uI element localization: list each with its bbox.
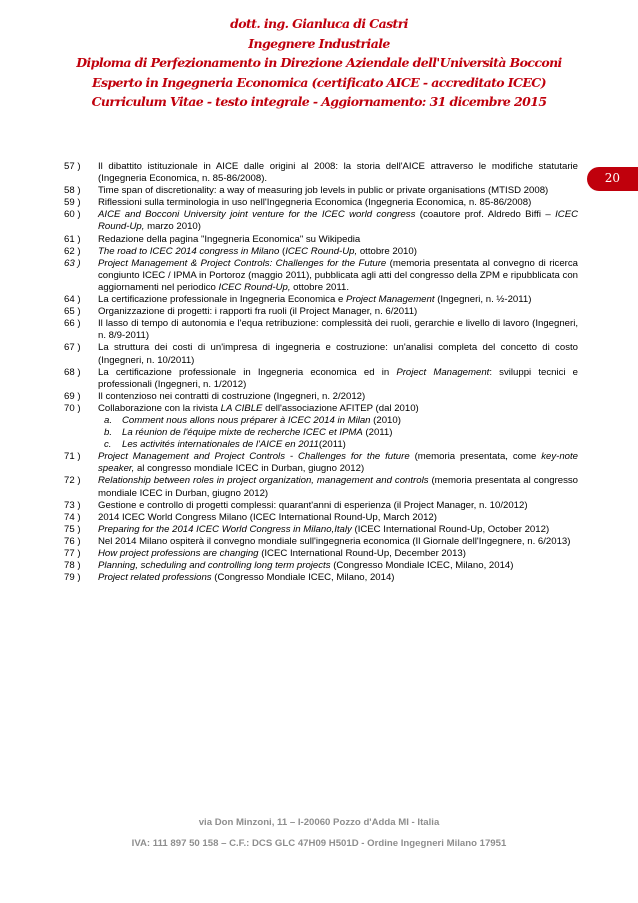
text-segment: (Congresso Mondiale ICEC, Milano, 2014) [330, 560, 514, 572]
italic-text: ICEC Round-Up, [218, 281, 291, 293]
sub-item-text [122, 439, 578, 451]
page-number-badge [587, 167, 638, 191]
publication-item [64, 185, 578, 197]
item-number: 68 ) [64, 366, 81, 378]
item-number: 73 ) [64, 499, 81, 511]
text-segment: La certificazione professionale in Ingegneria economica ed in [98, 366, 397, 378]
item-number: 59 ) [64, 197, 81, 209]
italic-text: Project Management & Project Controls: Challenges for the Future [98, 257, 387, 269]
item-number: 66 ) [64, 318, 81, 330]
publication-item [64, 306, 578, 318]
publication-list [64, 161, 578, 584]
text-segment: La struttura dei costi di un'impresa di ingegneria e costruzione: un'analisi completa del concetto di costo (Ingegneri, n. 10/2011) [98, 342, 578, 366]
text-segment: Riflessioni sulla terminologia in uso nell'Ingegneria Economica (Ingegneria Economica, n. 85-86/2008) [98, 197, 532, 209]
item-text [98, 161, 578, 185]
publication-item [64, 512, 578, 524]
item-number: 63 ) [64, 257, 81, 269]
author-diploma: Diploma di Perfezionamento in Direzione Aziendale dell'Università Bocconi [76, 55, 562, 70]
item-text [98, 294, 578, 306]
publication-item [64, 161, 578, 185]
publication-item [64, 391, 578, 403]
author-name: dott. ing. Gianluca di Castri [230, 16, 408, 31]
text-segment: dell'associazione AFITEP (dal 2010) [262, 402, 419, 414]
text-segment: Collaborazione con la rivista [98, 402, 221, 414]
publication-item [64, 197, 578, 209]
item-number: 78 ) [64, 560, 81, 572]
text-segment: (ICEC International Round-Up, October 2012) [351, 523, 550, 535]
item-number: 61 ) [64, 233, 81, 245]
footer [0, 812, 638, 854]
italic-text: Comment nous allons nous préparer à ICEC 2014 in Milan [122, 414, 371, 426]
item-number: 65 ) [64, 306, 81, 318]
text-segment: (memoria presentata al congresso mondiale ICEC in Durban, giugno 2012) [98, 475, 578, 499]
publication-item [64, 318, 578, 342]
italic-text: Project Management [346, 294, 435, 306]
text-segment: ottobre 2011. [290, 281, 350, 293]
text-segment: marzo 2010) [144, 221, 201, 233]
author-title: Ingegnere Industriale [248, 35, 390, 51]
item-number: 69 ) [64, 390, 81, 402]
item-text [98, 512, 578, 524]
text-segment: ottobre 2010) [357, 245, 417, 257]
item-number: 70 ) [64, 402, 81, 414]
text-segment: al congresso mondiale ICEC in Durban, giugno 2012) [134, 463, 365, 475]
publication-item [64, 209, 578, 233]
text-segment: La certificazione professionale in Ingegneria Economica e [98, 294, 346, 306]
text-segment: Time span of discretionality: a way of measuring job levels in public or private organisations (MTISD 2008) [98, 185, 549, 197]
item-text [98, 246, 578, 258]
item-text [98, 342, 578, 366]
italic-text: How project professions are changing [98, 548, 259, 559]
publication-item [64, 234, 578, 246]
italic-text: ICEC Round-Up, [98, 209, 579, 233]
text-segment: (memoria presentata, come [409, 451, 542, 463]
text-segment: (Congresso Mondiale ICEC, Milano, 2014) [211, 572, 395, 584]
italic-text: The road to ICEC 2014 congress in Milano [98, 245, 280, 257]
item-number: 58 ) [64, 185, 81, 197]
text-segment: (Ingegneri, n. ½-2011) [434, 294, 532, 306]
publication-item [64, 403, 578, 415]
text-segment: Il dibattito istituzionale in AICE dalle origini al 2008: la storia dell'AICE attraverso le modifiche statutarie (Ingegneria Economica, n. 85-86/2008). [98, 161, 578, 185]
item-number: 71 ) [64, 451, 81, 463]
text-segment: : sviluppi tecnici e professionali (Ingegneri, n. 1/2012) [98, 366, 579, 390]
text-segment: ( [279, 245, 286, 257]
italic-text: AICE and Bocconi University joint venture for the ICEC world congress [98, 209, 416, 221]
item-number: 60 ) [64, 209, 81, 221]
text-segment: Il lasso di tempo di autonomia e l'equa retribuzione: complessità dei ruoli, gerarchie e livello di lavoro (Ingegneri, n. 8/9-2011) [98, 318, 578, 342]
item-number: 77 ) [64, 548, 81, 559]
italic-text: Relationship between roles in project organization, management and controls [98, 475, 429, 487]
item-text [98, 524, 578, 536]
publication-item [64, 572, 578, 584]
publication-item [64, 560, 578, 572]
item-text [98, 234, 578, 246]
italic-text: Preparing for the 2014 ICEC World Congress in Milano,Italy [98, 523, 352, 535]
item-text [98, 500, 578, 512]
italic-text: Project Management and Project Controls - Challenges for the future [98, 451, 410, 463]
item-text [98, 548, 578, 560]
text-segment: (2010) [370, 414, 401, 426]
item-number: 79 ) [64, 572, 81, 584]
sub-item [64, 439, 578, 451]
item-number: 72 ) [64, 475, 81, 487]
publication-item [64, 451, 578, 475]
item-text [98, 185, 578, 197]
publication-item [64, 258, 578, 294]
item-number: 57 ) [64, 161, 81, 172]
footer-ids: IVA: 111 897 50 158 – C.F.: DCS GLC 47H09 H501D - Ordine Ingegneri Milano 17951 [131, 838, 507, 849]
text-segment: (ICEC International Round-Up, December 2013) [258, 548, 466, 559]
item-number: 64 ) [64, 294, 81, 306]
item-text [98, 258, 578, 294]
text-segment: Il contenzioso nei contratti di costruzione (Ingegneri, n. 2/2012) [98, 390, 366, 402]
publication-item [64, 475, 578, 499]
italic-text: key-note speaker, [98, 451, 578, 475]
item-text [98, 451, 578, 475]
text-segment: Redazione della pagina "Ingegneria Economica" su Wikipedia [98, 233, 361, 245]
sub-item-text [122, 427, 578, 439]
sub-item-text [122, 415, 578, 427]
footer-address: via Don Minzoni, 11 – I-20060 Pozzo d'Adda MI - Italia [198, 817, 440, 828]
publication-item [64, 246, 578, 258]
text-segment: Gestione e controllo di progetti complessi: quarant'anni di esperienza (il Project Manager, n. 10/2012) [98, 499, 528, 511]
item-text [98, 536, 578, 548]
cv-subtitle: Curriculum Vitae - testo integrale - Aggiornamento: 31 dicembre 2015 [91, 94, 547, 109]
text-segment: Nel 2014 Milano ospiterà il convegno mondiale sull'ingegneria economica (Il Giornale dell'Ingegnere, n. 6/2013) [98, 535, 571, 547]
item-text [98, 572, 578, 584]
item-text [98, 367, 578, 391]
text-segment: Organizzazione di progetti: i rapporti fra ruoli (il Project Manager, n. 6/2011) [98, 306, 418, 318]
publication-item [64, 536, 578, 548]
item-text [98, 560, 578, 572]
italic-text: ICEC Round-Up, [285, 245, 358, 257]
item-text [98, 306, 578, 318]
item-number: 62 ) [64, 245, 81, 257]
publication-item [64, 524, 578, 536]
italic-text: Les activités internationales de l'AICE en 2011 [122, 439, 319, 451]
italic-text: Project Management [396, 366, 490, 378]
publication-item [64, 548, 578, 560]
text-segment: 2014 ICEC World Congress Milano (ICEC International Round-Up, March 2012) [98, 511, 437, 523]
text-segment: (coautore prof. Aldredo Biffi – [415, 209, 556, 221]
italic-text: Project related professions [98, 572, 212, 584]
item-number: 74 ) [64, 511, 81, 523]
item-text [98, 197, 578, 209]
sub-item-label: b. [104, 427, 113, 439]
sub-item [64, 427, 578, 439]
page-number: 20 [604, 171, 620, 185]
item-text [98, 318, 578, 342]
item-number: 76 ) [64, 535, 81, 547]
italic-text: Planning, scheduling and controlling long term projects [98, 560, 331, 572]
item-number: 75 ) [64, 523, 81, 535]
cv-header [0, 14, 638, 112]
item-number: 67 ) [64, 342, 81, 354]
publication-item [64, 367, 578, 391]
item-text [98, 391, 578, 403]
italic-text: LA CIBLE [220, 402, 263, 414]
sub-item-label: a. [104, 414, 113, 426]
item-text [98, 475, 578, 499]
item-text [98, 403, 578, 415]
publication-item [64, 294, 578, 306]
italic-text: La réunion de l'équipe mixte de recherche ICEC et IPMA [122, 427, 363, 439]
text-segment: (2011) [362, 427, 393, 439]
sub-item [64, 415, 578, 427]
publication-item [64, 342, 578, 366]
text-segment: (2011) [318, 439, 346, 451]
author-expertise: Esperto in Ingegneria Economica (certificato AICE - accreditato ICEC) [92, 74, 546, 90]
publication-item [64, 500, 578, 512]
sub-item-label: c. [104, 439, 112, 451]
item-text [98, 209, 578, 233]
text-segment: (memoria presentata al convegno di ricerca congiunto ICEC / IPMA in Portoroz (maggio 2011), pubblicata agli atti del congresso della ZPM e ripubblicata con aggiornamenti nel periodico [98, 257, 579, 293]
